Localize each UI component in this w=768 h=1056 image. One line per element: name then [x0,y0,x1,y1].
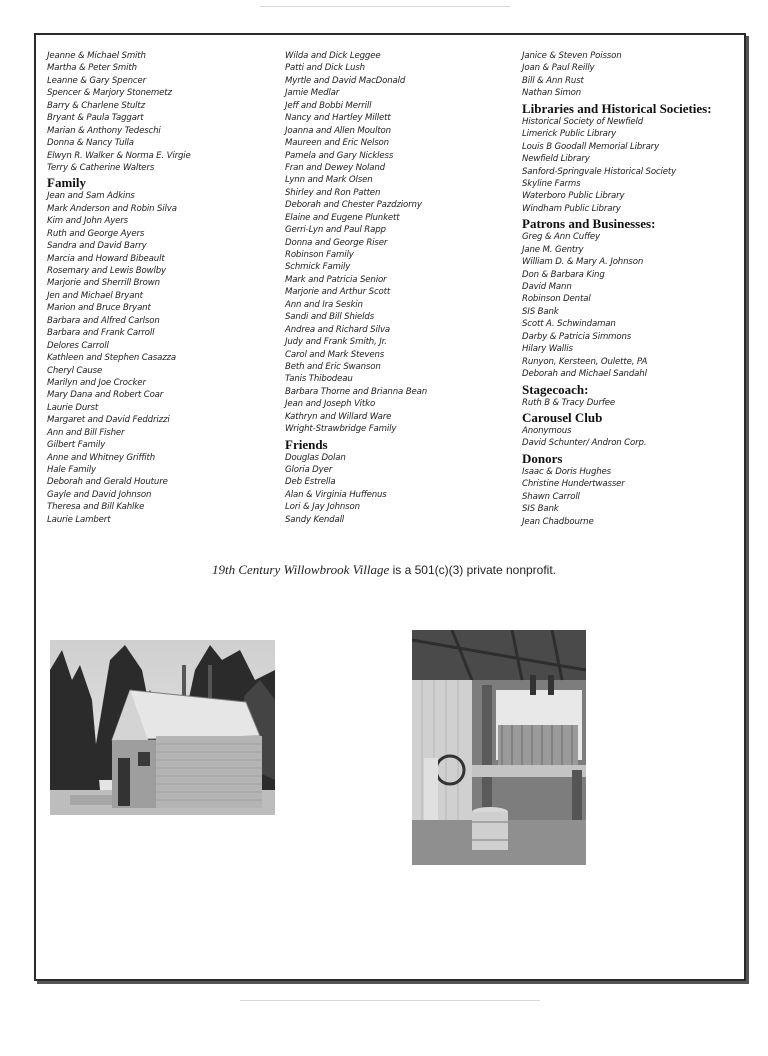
donor-name: Janice & Steven Poisson [522,51,622,61]
donor-name: Sandy Kendall [285,514,345,525]
donor-name: Marilyn and Joe Crocker [47,377,146,388]
donor-name: Jen and Michael Bryant [47,290,143,301]
section-heading-stagecoach: Stagecoach: [522,381,589,397]
donor-name: Christine Hundertwasser [522,479,625,490]
donor-name: Bryant & Paula Taggart [47,113,144,124]
donor-name: David Mann [522,282,572,292]
donor-name: Louis B Goodall Memorial Library [522,141,660,152]
donor-name: Donna and George Riser [285,237,388,248]
donor-column-1 [47,50,282,526]
donor-name: Jean Chadbourne [522,516,594,527]
village-name: 19th Century Willowbrook Village [211,562,390,577]
donor-name: Pamela and Gary Nickless [285,150,394,161]
donor-name: Barbara Thorne and Brianna Bean [285,386,428,397]
donor-name: Jamie Medlar [285,88,340,99]
donor-name: Cheryl Cause [47,365,103,376]
donor-name: Hilary Wallis [522,344,573,355]
donor-name: Deborah and Chester Pazdziorny [285,200,422,211]
donor-column-2 [285,50,520,526]
donor-name: Andrea and Richard Silva [285,324,390,335]
donor-name: Ruth and George Ayers [47,228,145,239]
section-heading-libraries-and-historical-societies: Libraries and Historical Societies: [522,100,712,116]
donor-name: Darby & Patricia Simmons [522,331,632,342]
scan-artifact [240,1000,540,1001]
donor-name: Ann and Ira Seskin [285,299,363,310]
donor-name: Anne and Whitney Griffith [47,452,156,463]
donor-name: Mary Dana and Robert Coar [47,390,164,401]
statement-text: is a 501(c)(3) private nonprofit. [389,563,557,577]
donor-name: Mark and Patricia Senior [285,274,387,285]
donor-name: SIS Bank [522,306,559,317]
donor-name: Joanna and Allen Moulton [285,125,391,136]
donor-name: Gloria Dyer [285,465,333,475]
donor-name: Gerri-Lyn and Paul Rapp [285,225,386,236]
donor-name: Sandra and David Barry [47,241,147,252]
donor-name: Delores Carroll [47,340,109,351]
donor-name: William D. & Mary A. Johnson [522,257,644,268]
donor-name: Ann and Bill Fisher [47,427,125,438]
donor-name: Sandi and Bill Shields [285,312,375,323]
donor-name: Robinson Dental [522,294,591,305]
donor-name: Nathan Simon [522,88,582,99]
donor-name: Anonymous [522,425,572,436]
donor-name: Douglas Dolan [285,452,346,463]
donor-name: Deborah and Gerald Houture [47,477,168,488]
donor-name: Ruth B & Tracy Durfee [522,397,615,408]
donor-name: Lynn and Mark Olsen [285,175,373,186]
donor-name: Alan & Virginia Huffenus [285,489,387,500]
donor-name: Barbara and Alfred Carlson [47,315,160,326]
donor-name: Tanis Thibodeau [285,374,353,385]
donor-name: Wilda and Dick Leggee [285,51,381,61]
donor-name: Barbara and Frank Carroll [47,328,155,339]
donor-name: Hale Family [47,465,96,475]
donor-name: Martha & Peter Smith [47,63,137,74]
section-heading-donors: Donors [522,450,563,466]
donor-name: Beth and Eric Swanson [285,361,381,372]
cider-press-photo [412,630,586,865]
donor-name: Runyon, Kersteen, Oulette, PA [522,356,648,367]
donor-name: Deb Estrella [285,477,336,488]
donor-name: Scott A. Schwindaman [522,319,616,330]
donor-name: Patti and Dick Lush [285,63,365,74]
sugar-house-photo [50,640,275,815]
donor-name: Greg & Ann Cuffey [522,232,600,243]
donor-name: Gayle and David Johnson [47,489,152,500]
donor-name: Shirley and Ron Patten [285,187,381,198]
donor-name: Deborah and Michael Sandahl [522,369,647,380]
donor-name: Margaret and David Feddrizzi [47,415,170,426]
donor-name: Jean and Joseph Vitko [285,399,376,410]
scan-artifact [260,6,510,7]
donor-name: Spencer & Marjory Stonemetz [47,88,172,99]
donor-name: Leanne & Gary Spencer [47,75,147,86]
donor-name: Theresa and Bill Kahlke [47,502,145,513]
donor-name: Isaac & Doris Hughes [522,466,612,477]
donor-name: Historical Society of Newfield [522,116,644,127]
donor-name: Marian & Anthony Tedeschi [47,125,161,136]
donor-name: Marjorie and Arthur Scott [285,287,391,298]
donor-name: Mark Anderson and Robin Silva [47,203,177,214]
donor-name: Lori & Jay Johnson [285,502,360,513]
donor-name: Myrtle and David MacDonald [285,75,406,86]
donor-name: Jeanne & Michael Smith [47,51,146,61]
donor-name: Skyline Farms [522,178,581,189]
donor-name: Jean and Sam Adkins [47,191,135,202]
section-heading-family: Family [47,175,86,191]
donor-name: Bill & Ann Rust [522,75,584,86]
donor-name: Donna & Nancy Tulla [47,138,134,149]
donor-name: Newfield Library [522,154,590,165]
donor-name: Marcia and Howard Bibeault [47,253,165,264]
donor-name: Gilbert Family [47,440,106,451]
donor-name: Shawn Carroll [522,491,580,502]
section-heading-carousel-club: Carousel Club [522,409,603,425]
donor-name: Sanford-Springvale Historical Society [522,166,677,177]
donor-name: Terry & Catherine Walters [47,162,155,173]
donor-name: Jane M. Gentry [522,244,584,255]
section-heading-friends: Friends [285,436,328,452]
donor-name: Marion and Bruce Bryant [47,303,151,314]
donor-name: Jeff and Bobbi Merrill [285,100,372,111]
donor-name: Kim and John Ayers [47,216,129,227]
donor-name: Limerick Public Library [522,129,617,140]
donor-name: Waterboro Public Library [522,191,625,202]
donor-name: Marjorie and Sherrill Brown [47,278,160,289]
donor-name: Windham Public Library [522,203,621,214]
nonprofit-statement [0,562,768,578]
donor-name: Rosemary and Lewis Bowlby [47,266,166,276]
donor-name: David Schunter/ Andron Corp. [522,438,647,449]
donor-name: Robinson Family [285,250,354,260]
donor-name: Kathryn and Willard Ware [285,411,392,422]
donor-name: Maureen and Eric Nelson [285,138,389,149]
donor-column-3 [522,50,757,528]
donor-name: Don & Barbara King [522,269,605,280]
donor-name: Kathleen and Stephen Casazza [47,353,177,364]
section-heading-patrons-and-businesses: Patrons and Businesses: [522,216,656,232]
donor-name: Barry & Charlene Stultz [47,100,145,111]
donor-name: Fran and Dewey Noland [285,162,385,173]
donor-name: Elaine and Eugene Plunkett [285,212,400,223]
donor-name: Wright-Strawbridge Family [285,424,397,435]
donor-name: Joan & Paul Reilly [522,63,595,74]
donor-name: SIS Bank [522,504,559,515]
donor-name: Schmick Family [285,262,351,273]
donor-name: Judy and Frank Smith, Jr. [285,337,387,348]
donor-name: Elwyn R. Walker & Norma E. Virgie [47,150,191,161]
donor-name: Nancy and Hartley Millett [285,113,391,124]
donor-name: Laurie Lambert [47,514,111,525]
donor-name: Carol and Mark Stevens [285,349,385,360]
donor-name: Laurie Durst [47,402,99,413]
